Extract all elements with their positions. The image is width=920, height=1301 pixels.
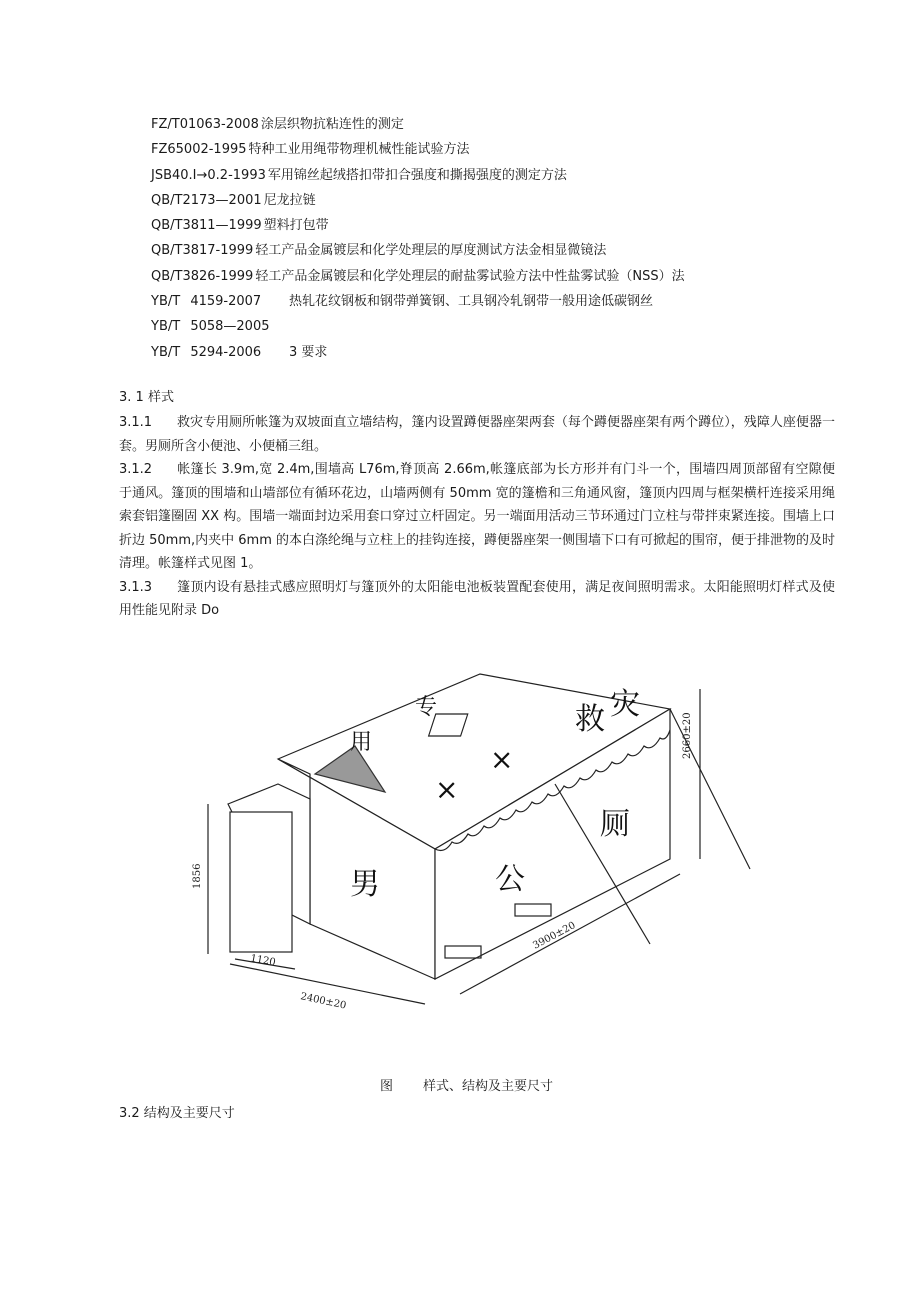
tent-figure (190, 664, 760, 1034)
roof-char: 用 (350, 730, 373, 755)
reference-item: YB/T 5058—2005 (151, 319, 270, 335)
dim-porch-label: 1120 (249, 953, 277, 969)
front-wall-char: 男 (350, 867, 380, 902)
paragraph-3-1-1: 3.1.1 救灾专用厕所帐篷为双坡面直立墙结构，篷内设置蹲便器座架两套（每个蹲便器座架有两个蹲位），残障人座便器一套。男厕所含小便池、小便桶三组。 (119, 415, 835, 454)
roof-char: 灾 (610, 687, 640, 722)
dim-length-label: 3900±20 (531, 920, 578, 952)
body-paragraphs (119, 411, 835, 623)
reference-item: QB/T3811—1999 塑料打包带 (151, 218, 329, 234)
paragraph-3-1-2: 3.1.2 帐篷长 3.9m,宽 2.4m,围墙高 L76m,脊顶高 2.66m,帐篷底部为长方形并有门斗一个，围墙四周顶部留有空隙便于通风。篷顶的围墙和山墙部位有循环花边，山墙两侧有 50mm 宽的篷檐和三角通风窗，篷顶内四周与框架横杆连接采用绳索套铝篷圈固 XX 构。围墙一端面封边采用套口穿过立杆固定。另一端面用活动三节环通过门立柱与带拌束紧连接。围墙上口折边 50mm,内夹中 6mm 的本白涤纶绳与立柱上的挂钩连接，蹲便器座架一侧围墙下口有可掀起的围帘，便于排泄物的及时清理。帐篷样式见图 1。 (119, 462, 835, 571)
reference-list (151, 112, 871, 365)
reference-item: YB/T 4159-2007 热轧花纹钢板和钢带弹簧钢、工具钢冷轧钢带一般用途低碳钢丝 (151, 294, 654, 310)
roof-char: × (435, 773, 459, 806)
roof-char: 专 (415, 695, 438, 720)
roof-char: 救 (575, 702, 605, 737)
paragraph-3-1-3: 3.1.3 篷顶内设有悬挂式感应照明灯与篷顶外的太阳能电池板装置配套使用，满足夜间照明需求。太阳能照明灯样式及使用性能见附录 Do (119, 579, 835, 618)
reference-item: FZ65002-1995 特种工业用绳带物理机械性能试验方法 (151, 142, 470, 158)
porch-curtain (230, 812, 292, 952)
section-heading-3-1: 3. 1 样式 (119, 390, 174, 405)
reference-item: JSB40.I→0.2-1993 军用锦丝起绒搭扣带扣合强度和撕揭强度的测定方法 (151, 167, 567, 183)
reference-item: QB/T3826-1999 轻工产品金属镀层和化学处理层的耐盐雾试验方法中性盐雾试验（NSS）法 (151, 268, 685, 284)
reference-item: YB/T 5294-2006 3 要求 (151, 344, 328, 360)
dim-width-label: 2400±20 (299, 991, 348, 1012)
section-heading-3-2: 3.2 结构及主要尺寸 (119, 1106, 235, 1121)
side-wall-char: 公 (495, 862, 525, 897)
side-wall-char: 厕 (600, 807, 630, 842)
roof-char: × (490, 743, 514, 776)
reference-item: QB/T2173—2001 尼龙拉链 (151, 192, 316, 208)
tent-drawing (190, 664, 760, 1034)
reference-item: QB/T3817-1999 轻工产品金属镀层和化学处理层的厚度测试方法金相显微镜法 (151, 243, 607, 259)
dim-ridge-label: 2660±20 (682, 712, 693, 759)
dim-height-label: 1856 (192, 863, 203, 889)
figure-caption: 图 样式、结构及主要尺寸 (380, 1079, 554, 1094)
reference-item: FZ/T01063-2008 涂层织物抗粘连性的测定 (151, 117, 404, 132)
